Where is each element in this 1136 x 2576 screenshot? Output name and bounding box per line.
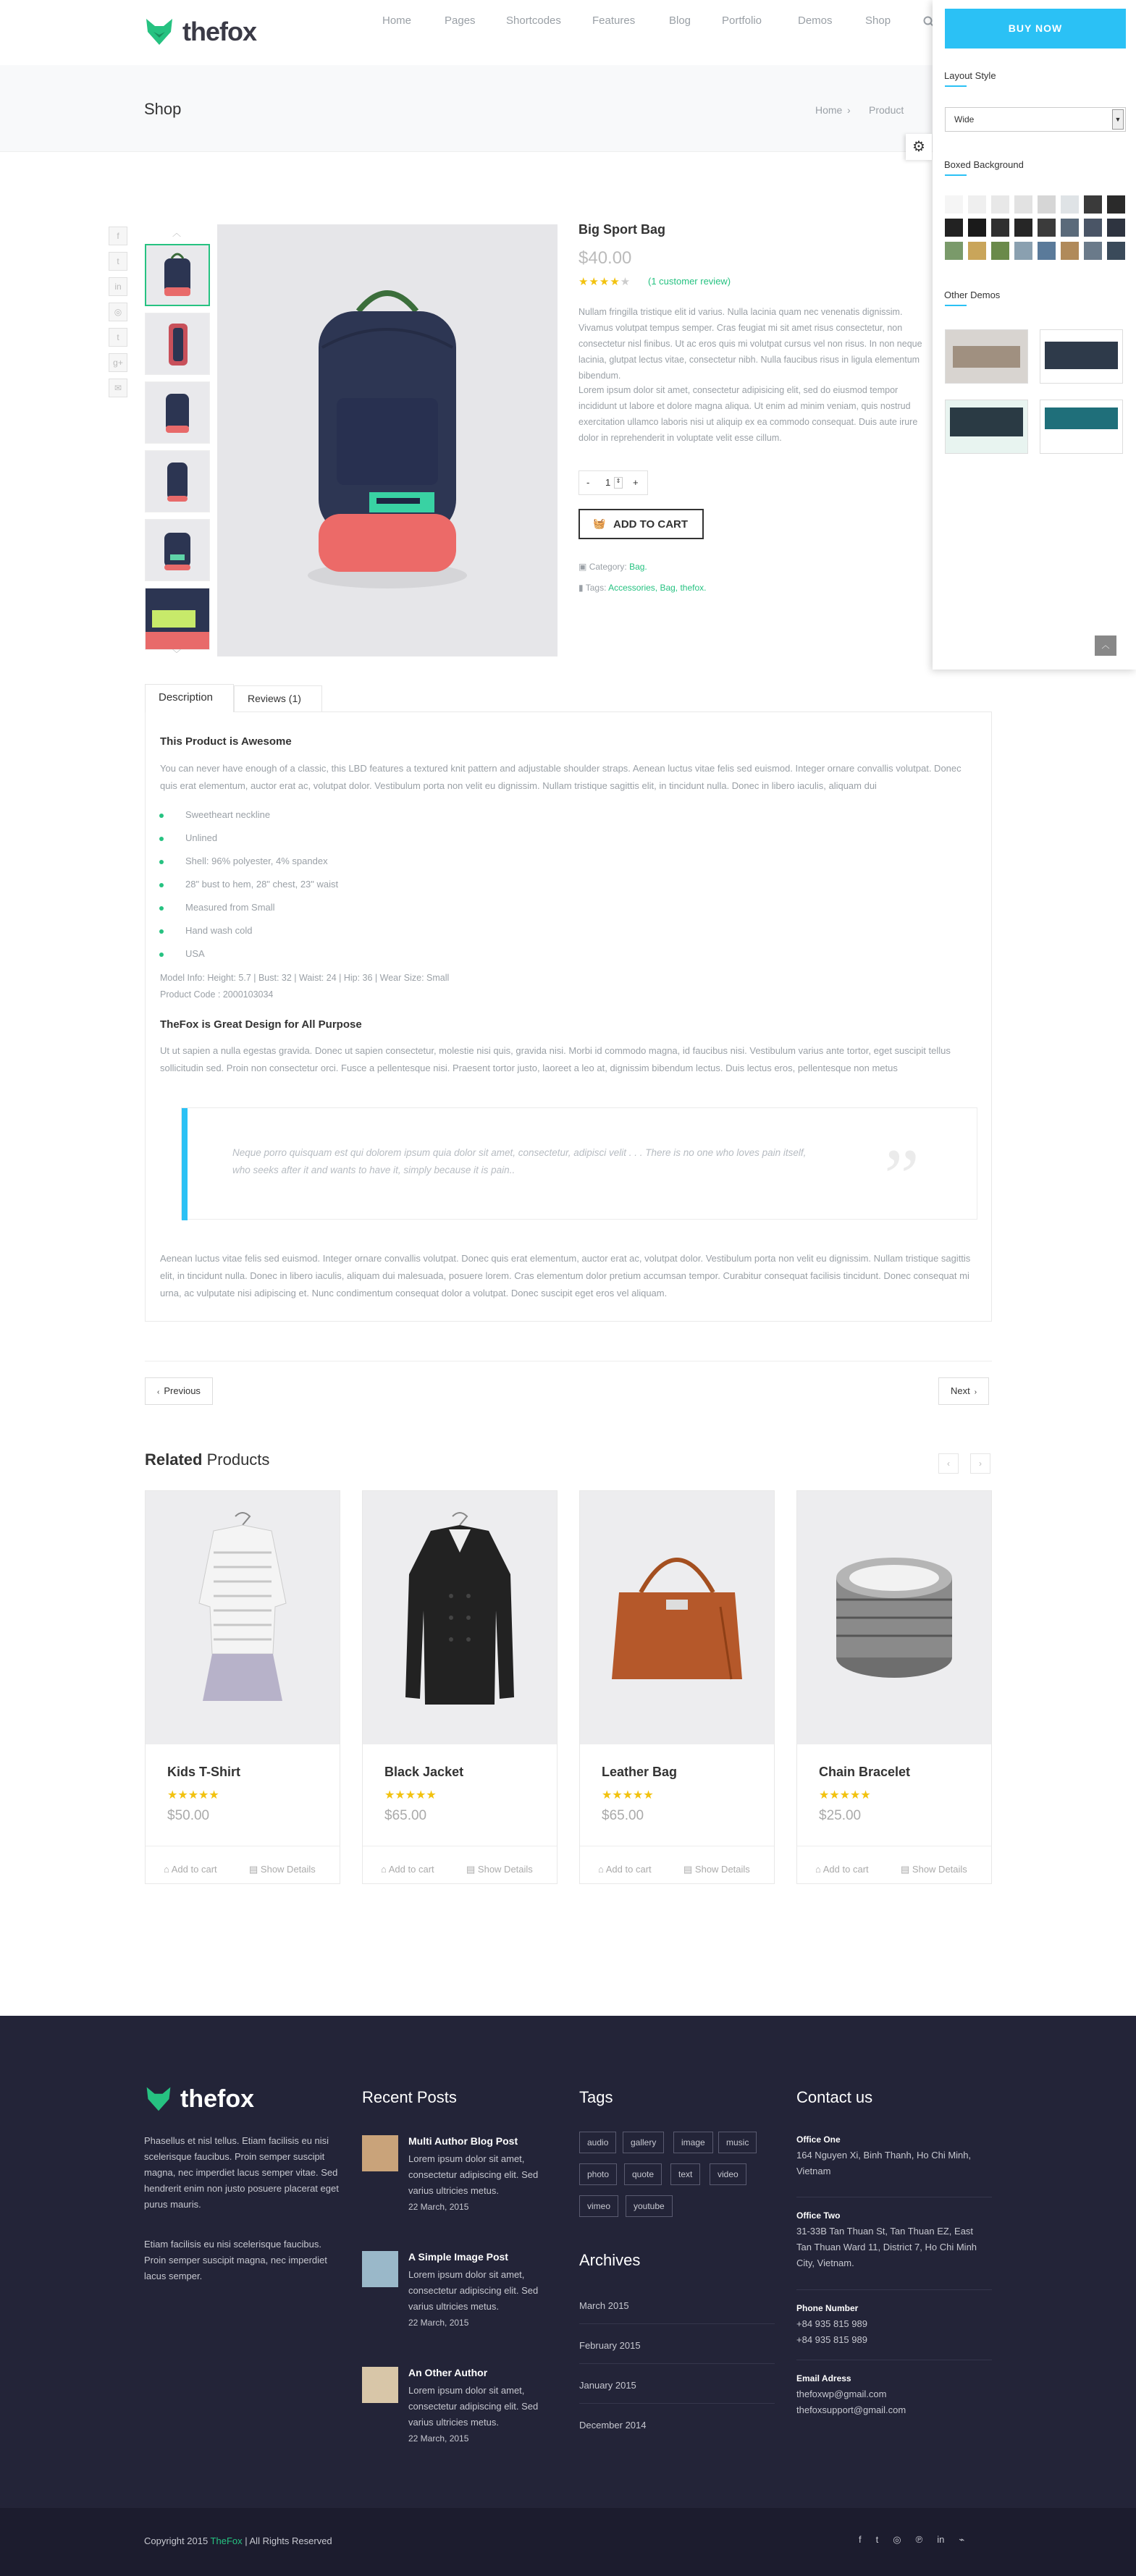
contact-heading: Contact us	[796, 2088, 873, 2106]
social-links	[859, 2534, 964, 2546]
post-title[interactable]: Multi Author Blog Post	[408, 2135, 518, 2147]
list-item: USA	[160, 948, 205, 959]
bg-swatch[interactable]	[968, 195, 986, 214]
product-name[interactable]: Black Jacket	[384, 1765, 464, 1779]
product-card[interactable]	[362, 1490, 558, 1884]
add-to-cart-link[interactable]: ⌂ Add to cart	[815, 1864, 869, 1875]
archives-heading: Archives	[579, 2251, 641, 2269]
quote-text: Neque porro quisquam est qui dolorem ipsum quia dolor sit amet, consectetur, adipisci velit . . . There is no one who loves pain itself, who seeks after it and wants to have it, simply because it is pain..	[232, 1147, 807, 1175]
nav-shortcodes[interactable]: Shortcodes	[506, 14, 561, 27]
bg-swatch[interactable]	[1107, 219, 1125, 237]
category-label: Category:	[589, 562, 627, 572]
bg-swatch[interactable]	[1038, 195, 1056, 214]
quote-accent-bar	[182, 1108, 188, 1220]
product-name[interactable]: Chain Bracelet	[819, 1765, 911, 1779]
bg-swatch[interactable]	[1014, 242, 1032, 260]
category-link[interactable]: Bag.	[629, 562, 647, 572]
tag-youtube[interactable]: youtube	[626, 2195, 673, 2217]
boxed-background-label: Boxed Background	[944, 159, 1024, 170]
product-price: $50.00	[167, 1808, 210, 1823]
bg-swatch[interactable]	[1084, 219, 1102, 237]
layout-style-select[interactable]	[945, 107, 1126, 132]
product-short-description: Nullam fringilla tristique elit id varius. Nulla lacinia quam nec venenatis dignissim. Vivamus volutpat tempus semper. Cras feugiat mi sit amet risus consectetur, non consectetur nisl finibus. Ut ac eros quis mi volutpat cursus vel non risus. In non neque lacinia, glutpat lectus vitae, consectetur nibh. Nulla faucibus risus in ligula elementum bibendum.	[578, 307, 922, 381]
list-item: Sweetheart neckline	[160, 809, 270, 820]
tags-label: Tags:	[585, 583, 607, 593]
rating-stars: ★★★★★	[384, 1789, 437, 1802]
logo-text: thefox	[180, 2085, 254, 2113]
demo-thumbnail[interactable]	[1040, 400, 1123, 454]
bg-swatch[interactable]	[1014, 219, 1032, 237]
add-to-cart-link[interactable]: ⌂ Add to cart	[164, 1864, 217, 1875]
add-to-cart-link[interactable]: ⌂ Add to cart	[598, 1864, 652, 1875]
product-code: Product Code : 2000103034	[160, 989, 274, 1000]
layout-style-label: Layout Style	[944, 70, 996, 81]
logo[interactable]	[143, 16, 256, 48]
demo-thumbnail[interactable]	[945, 400, 1028, 454]
document-icon: ▤	[901, 1864, 910, 1875]
footer-about-2: Etiam facilisis eu nisi scelerisque faucibus. Proin semper suscipit magna, nec imperdiet lacus semper.	[144, 2239, 327, 2281]
product-card[interactable]	[796, 1490, 992, 1884]
office-two-label: Office Two	[796, 2210, 841, 2221]
bg-swatch[interactable]	[1061, 219, 1079, 237]
document-icon: ▤	[249, 1864, 258, 1875]
layout-style-value: Wide	[954, 114, 975, 124]
fox-logo-icon	[143, 16, 175, 48]
description-paragraph-2: Ut ut sapien a nulla egestas gravida. Donec ut sapien consectetur, molestie nisi quis, gravida nisi. Morbi id commodo magna, id faucibus nisi. Vestibulum varius ante tortor, eget suscipit tellus sollicitudin sed. Proin non consectetur orci. Fusce a pellentesque nisi. Praesent tortor justo, laoreet a leo at, dignissim bibendum lectus. Duis lectus eros, pellentesque non metus	[160, 1045, 951, 1073]
backpack-image	[304, 282, 471, 594]
twitter-icon[interactable]: t	[109, 252, 127, 271]
post-excerpt: Lorem ipsum dolor sit amet, consectetur adipiscing elit. Sed varius ultricies metus.	[408, 2153, 539, 2196]
list-item: Unlined	[160, 832, 217, 843]
archive-link[interactable]: January 2015	[579, 2380, 636, 2391]
related-heading-bold: Related	[145, 1450, 203, 1469]
tab-reviews[interactable]: Reviews (1)	[234, 685, 322, 711]
tag-image[interactable]: image	[673, 2132, 713, 2153]
email-1[interactable]: thefoxwp@gmail.com	[796, 2389, 887, 2399]
list-item: Shell: 96% polyester, 4% spandex	[160, 856, 328, 866]
office-one-label: Office One	[796, 2134, 841, 2145]
facebook-icon[interactable]: f	[859, 2534, 862, 2545]
bg-swatch[interactable]	[1061, 195, 1079, 214]
bg-swatch[interactable]	[1084, 242, 1102, 260]
product-image-kids-tshirt[interactable]	[146, 1491, 340, 1744]
office-one-address: 164 Nguyen Xi, Binh Thanh, Ho Chi Minh, Vietnam	[796, 2150, 972, 2176]
email-label: Email Adress	[796, 2373, 851, 2383]
product-long-description: Lorem ipsum dolor sit amet, consectetur adipisicing elit, sed do eiusmod tempor incididunt ut labore et dolore magna aliqua. Ut enim ad minim veniam, quis nostrud exercitation ullamco laboris nisi ut aliquip ex ea commodo consequat. Duis aute irure dolor in reprehenderit in voluptate velit esse cillum.	[578, 385, 918, 443]
breadcrumb-product[interactable]: Product	[869, 104, 904, 116]
email-2[interactable]: thefoxsupport@gmail.com	[796, 2404, 906, 2415]
post-title[interactable]: An Other Author	[408, 2367, 488, 2378]
email-icon[interactable]: ✉	[109, 379, 127, 397]
next-button[interactable]	[938, 1377, 989, 1405]
tags-links[interactable]: Accessories, Bag, thefox.	[608, 583, 707, 593]
thumbnail[interactable]	[145, 244, 210, 306]
nav-home[interactable]: Home	[382, 14, 412, 27]
bg-swatch[interactable]	[1061, 242, 1079, 260]
post-date: 22 March, 2015	[408, 2318, 469, 2328]
description-panel	[145, 711, 992, 1322]
bookmark-icon: ▮	[578, 583, 584, 593]
tag-video[interactable]: video	[710, 2163, 746, 2185]
product-name[interactable]: Kids T-Shirt	[167, 1765, 241, 1779]
office-two-address: 31-33B Tan Thuan St, Tan Thuan EZ, East Tan Thuan Ward 11, District 7, Ho Chi Minh City, Vietnam.	[796, 2226, 977, 2268]
product-main-image[interactable]	[217, 224, 558, 656]
footer-bottom-bar	[0, 2508, 1136, 2576]
next-label: Next	[951, 1385, 970, 1396]
add-to-cart-label: ADD TO CART	[613, 518, 689, 531]
pinterest-icon[interactable]: ℗	[915, 2534, 923, 2545]
chevron-up-icon[interactable]: ︿	[172, 228, 182, 238]
post-title[interactable]: A Simple Image Post	[408, 2251, 508, 2263]
breadcrumb-separator-icon: ›	[847, 104, 851, 116]
divider	[579, 2323, 775, 2324]
bg-swatch[interactable]	[1038, 242, 1056, 260]
site-footer	[0, 2016, 1136, 2508]
basket-icon: ⌂	[815, 1864, 821, 1875]
tag-text[interactable]: text	[670, 2163, 700, 2185]
previous-button[interactable]	[145, 1377, 213, 1405]
copyright: Copyright 2015 TheFox | All Rights Reserved	[144, 2535, 332, 2546]
list-item: 28" bust to hem, 28" chest, 23" waist	[160, 879, 338, 890]
tag-photo[interactable]: photo	[579, 2163, 617, 2185]
dribbble-icon[interactable]: ◎	[893, 2534, 901, 2545]
bg-swatch[interactable]	[1038, 219, 1056, 237]
rating-stars: ★★★★★	[819, 1789, 871, 1802]
product-price: $40.00	[578, 248, 632, 268]
demo-thumbnail[interactable]	[945, 329, 1028, 384]
qty-plus-button[interactable]: +	[633, 477, 639, 488]
tag-vimeo[interactable]: vimeo	[579, 2195, 618, 2217]
product-image-black-jacket[interactable]	[363, 1491, 557, 1744]
divider	[579, 2403, 775, 2404]
underline	[945, 305, 967, 306]
logo-text: thefox	[182, 17, 256, 46]
reddit-icon[interactable]: ◎	[109, 303, 127, 321]
related-heading	[145, 1450, 269, 1469]
tags-heading: Tags	[579, 2088, 613, 2106]
fox-logo-icon	[144, 2085, 173, 2113]
quantity-stepper	[578, 470, 648, 495]
bg-swatch[interactable]	[1084, 195, 1102, 214]
tag-gallery[interactable]: gallery	[623, 2132, 664, 2153]
list-item: Measured from Small	[160, 902, 275, 913]
post-thumbnail[interactable]	[362, 2251, 398, 2287]
qty-minus-button[interactable]: -	[586, 477, 590, 488]
divider	[579, 2363, 775, 2364]
product-price: $65.00	[602, 1808, 644, 1823]
tag-music[interactable]: music	[718, 2132, 757, 2153]
product-category	[578, 562, 647, 572]
gear-icon[interactable]: ⚙	[906, 134, 932, 160]
facebook-icon[interactable]: f	[109, 227, 127, 245]
carousel-next-icon[interactable]: ›	[970, 1453, 990, 1474]
footer-logo[interactable]	[144, 2085, 254, 2113]
product-price: $25.00	[819, 1808, 862, 1823]
quote-mark-icon: ”	[884, 1133, 920, 1221]
qty-input[interactable]: 1	[605, 477, 611, 488]
bg-swatch[interactable]	[945, 219, 963, 237]
product-name[interactable]: Leather Bag	[602, 1765, 678, 1779]
show-details-link[interactable]: ▤ Show Details	[249, 1864, 316, 1875]
product-image-leather-bag[interactable]	[580, 1491, 774, 1744]
select-arrow-icon: ▼	[1112, 109, 1124, 130]
qty-spinner-icon[interactable]: ⇕	[614, 477, 623, 489]
nav-demos[interactable]: Demos	[798, 14, 833, 27]
description-heading: This Product is Awesome	[160, 735, 292, 748]
tag-quote[interactable]: quote	[624, 2163, 662, 2185]
twitter-icon[interactable]: t	[875, 2534, 879, 2545]
rating-stars: ★★★★★	[578, 276, 631, 288]
basket-icon: ⌂	[598, 1864, 604, 1875]
product-card[interactable]	[579, 1490, 775, 1884]
tag-audio[interactable]: audio	[579, 2132, 616, 2153]
thumbnail[interactable]	[145, 588, 210, 650]
show-details-link[interactable]: ▤ Show Details	[901, 1864, 967, 1875]
bg-swatch[interactable]	[945, 242, 963, 260]
post-excerpt: Lorem ipsum dolor sit amet, consectetur adipiscing elit. Sed varius ultricies metus.	[408, 2385, 539, 2428]
add-to-cart-button[interactable]	[578, 509, 704, 539]
nav-shop[interactable]: Shop	[865, 14, 891, 27]
rss-icon[interactable]: ⌁	[959, 2534, 965, 2545]
recent-posts-heading: Recent Posts	[362, 2088, 457, 2106]
previous-label: Previous	[164, 1385, 201, 1396]
basket-icon: 🧺	[593, 518, 606, 529]
basket-icon: ⌂	[164, 1864, 169, 1875]
customer-review-link[interactable]: (1 customer review)	[648, 276, 731, 287]
bg-swatch[interactable]	[991, 219, 1009, 237]
bg-swatch[interactable]	[945, 195, 963, 214]
related-heading-rest: Products	[202, 1450, 270, 1469]
bg-swatch[interactable]	[968, 242, 986, 260]
archive-link[interactable]: March 2015	[579, 2300, 629, 2311]
bg-swatch[interactable]	[991, 242, 1009, 260]
basket-icon: ⌂	[381, 1864, 387, 1875]
blockquote	[181, 1107, 977, 1220]
page-title: Shop	[144, 100, 182, 118]
breadcrumb-home[interactable]: Home	[815, 104, 843, 116]
product-card[interactable]	[145, 1490, 340, 1884]
footer-about: Phasellus et nisl tellus. Etiam facilisis eu nisi scelerisque faucibus. Proin semper suscipit magna, nec imperdiet lacus semper vitae. Sed hendrerit enim non justo posuere placerat eget purus mauris.	[144, 2135, 339, 2210]
copyright-brand-link[interactable]: TheFox	[210, 2535, 243, 2546]
add-to-cart-link[interactable]: ⌂ Add to cart	[381, 1864, 434, 1875]
post-date: 22 March, 2015	[408, 2433, 469, 2444]
tab-description[interactable]: Description	[145, 684, 234, 712]
phone-label: Phone Number	[796, 2303, 859, 2313]
show-details-link[interactable]: ▤ Show Details	[466, 1864, 533, 1875]
scroll-to-top-icon[interactable]: ︿	[1095, 635, 1116, 656]
product-image-chain-bracelet[interactable]	[797, 1491, 991, 1744]
phone-2: +84 935 815 989	[796, 2334, 867, 2345]
chevron-right-icon: ›	[974, 1388, 977, 1396]
thumbnail[interactable]	[145, 313, 210, 375]
nav-blog[interactable]: Blog	[669, 14, 691, 27]
model-info: Model Info: Height: 5.7 | Bust: 32 | Waist: 24 | Hip: 36 | Wear Size: Small	[160, 973, 450, 983]
post-thumbnail[interactable]	[362, 2135, 398, 2171]
nav-features[interactable]: Features	[592, 14, 636, 27]
chevron-down-icon[interactable]: ﹀	[172, 649, 182, 659]
document-icon: ▤	[683, 1864, 693, 1875]
chevron-left-icon: ‹	[157, 1388, 160, 1396]
description-paragraph: You can never have enough of a classic, this LBD features a textured knit pattern and adjustable shoulder straps. Aenean luctus vitae felis sed euismod. Integer ornare convallis volutpat. Donec quis erat elementum, auctor erat ac, volutpat dolor. Vestibulum porta non velit eu dignissim. Nullam tristique sagittis elit, in tincidunt nulla. Donec in libero iaculis, aliquam dui	[160, 763, 962, 791]
bg-swatch[interactable]	[1014, 195, 1032, 214]
thumbnail[interactable]	[145, 381, 210, 444]
nav-portfolio[interactable]: Portfolio	[722, 14, 762, 27]
list-item: Hand wash cold	[160, 925, 253, 936]
rating-stars: ★★★★★	[602, 1789, 654, 1802]
demo-thumbnail[interactable]	[1040, 329, 1123, 384]
linkedin-icon[interactable]: in	[937, 2534, 945, 2545]
underline	[945, 174, 967, 176]
product-title: Big Sport Bag	[578, 222, 665, 237]
other-demos-label: Other Demos	[944, 290, 1001, 300]
product-price: $65.00	[384, 1808, 427, 1823]
bg-swatch[interactable]	[1107, 195, 1125, 214]
document-icon: ▤	[466, 1864, 476, 1875]
google-plus-icon[interactable]: g+	[109, 353, 127, 372]
folder-icon: ▣	[578, 562, 587, 572]
description-subheading: TheFox is Great Design for All Purpose	[160, 1018, 362, 1031]
buy-now-button[interactable]: BUY NOW	[945, 9, 1126, 48]
linkedin-icon[interactable]: in	[109, 277, 127, 296]
description-paragraph-3: Aenean luctus vitae felis sed euismod. Integer ornare convallis volutpat. Donec quis erat elementum, auctor erat ac, volutpat dolor. Vestibulum porta non velit eu dignissim. Nullam tristique sagittis elit, in tincidunt nulla. Donec in libero iaculis, aliquam dui malesuada, posuere lorem. Cras elementum dolor pretium accumsan tempor. Curabitur consequat facilisis tincidunt. Donec consequat mi urna, ac vulputate nisi adipiscing et. Nunc condimentum consequat dolor a volutpat. Donec suscipit eget eros vel aliquam.	[160, 1253, 971, 1298]
thumbnail[interactable]	[145, 519, 210, 581]
bg-swatch[interactable]	[1107, 242, 1125, 260]
product-tags	[578, 583, 707, 593]
post-thumbnail[interactable]	[362, 2367, 398, 2403]
rating-stars: ★★★★★	[167, 1789, 219, 1802]
nav-pages[interactable]: Pages	[445, 14, 476, 27]
phone-1: +84 935 815 989	[796, 2318, 867, 2329]
post-excerpt: Lorem ipsum dolor sit amet, consectetur adipiscing elit. Sed varius ultricies metus.	[408, 2269, 539, 2312]
tumblr-icon[interactable]: t	[109, 328, 127, 347]
carousel-prev-icon[interactable]: ‹	[938, 1453, 959, 1474]
archive-link[interactable]: December 2014	[579, 2420, 647, 2431]
bg-swatch[interactable]	[991, 195, 1009, 214]
show-details-link[interactable]: ▤ Show Details	[683, 1864, 750, 1875]
thumbnail[interactable]	[145, 450, 210, 512]
divider	[796, 2289, 992, 2290]
post-date: 22 March, 2015	[408, 2202, 469, 2212]
underline	[945, 85, 967, 87]
bg-swatch[interactable]	[968, 219, 986, 237]
archive-link[interactable]: February 2015	[579, 2340, 641, 2351]
